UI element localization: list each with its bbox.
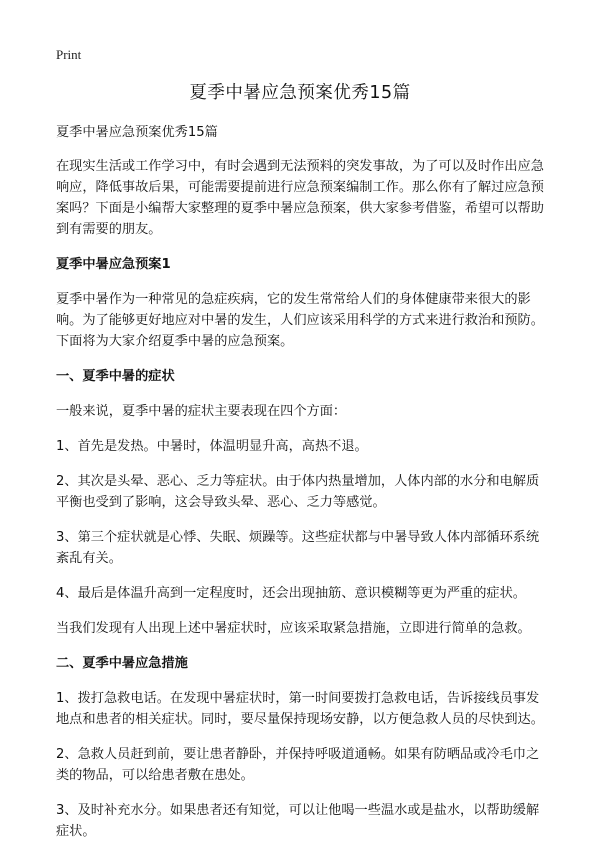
section-intro-paragraph: 夏季中暑作为一种常见的急症疾病，它的发生常常给人们的身体健康带来很大的影响。为了能够更好地应对中暑的发生，人们应该采用科学的方式来进行救治和预防。下面将为大家介绍夏季中暑的应急预案。 bbox=[56, 292, 544, 349]
measure-item: 2、急救人员赶到前，要让患者静卧，并保持呼吸道通畅。如果有防晒品或冷毛巾之类的物品，可以给患者敷在患处。 bbox=[56, 747, 540, 783]
print-link[interactable]: Print bbox=[56, 47, 82, 62]
symptoms-conclusion-paragraph: 当我们发现有人出现上述中暑症状时，应该采取紧急措施，立即进行简单的急救。 bbox=[56, 621, 531, 636]
section-title: 夏季中暑应急预案1 bbox=[56, 257, 171, 272]
measure-item: 1、拨打急救电话。在发现中暑症状时，第一时间要拨打急救电话，告诉接线员事发地点和患者的相关症状。同时，要尽量保持现场安静，以方便急救人员的尽快到达。 bbox=[56, 691, 544, 727]
symptom-item: 2、其次是头晕、恶心、乏力等症状。由于体内热量增加，人体内部的水分和电解质平衡也受到了影响，这会导致头晕、恶心、乏力等感觉。 bbox=[56, 474, 540, 510]
measure-item: 3、及时补充水分。如果患者还有知觉，可以让他喝一些温水或是盐水，以帮助缓解症状。 bbox=[56, 803, 540, 839]
article-body bbox=[56, 122, 552, 842]
symptom-item: 1、首先是发热。中暑时，体温明显升高，高热不退。 bbox=[56, 439, 368, 454]
page-title: 夏季中暑应急预案优秀15篇 bbox=[189, 83, 411, 103]
symptoms-heading: 一、夏季中暑的症状 bbox=[56, 369, 175, 384]
symptoms-lead-paragraph: 一般来说，夏季中暑的症状主要表现在四个方面： bbox=[56, 404, 347, 419]
measures-heading: 二、夏季中暑应急措施 bbox=[56, 656, 188, 671]
article-subtitle: 夏季中暑应急预案优秀15篇 bbox=[56, 125, 218, 140]
symptom-item: 3、第三个症状就是心悸、失眠、烦躁等。这些症状都与中暑导致人体内部循环系统紊乱有关。 bbox=[56, 530, 540, 566]
intro-paragraph: 在现实生活或工作学习中，有时会遇到无法预料的突发事故，为了可以及时作出应急响应，降低事故后果，可能需要提前进行应急预案编制工作。那么你有了解过应急预案吗？下面是小编帮大家整理的夏季中暑应急预案，供大家参考借鉴，希望可以帮助到有需要的朋友。 bbox=[56, 159, 544, 237]
symptom-item: 4、最后是体温升高到一定程度时，还会出现抽筋、意识模糊等更为严重的症状。 bbox=[56, 586, 526, 601]
